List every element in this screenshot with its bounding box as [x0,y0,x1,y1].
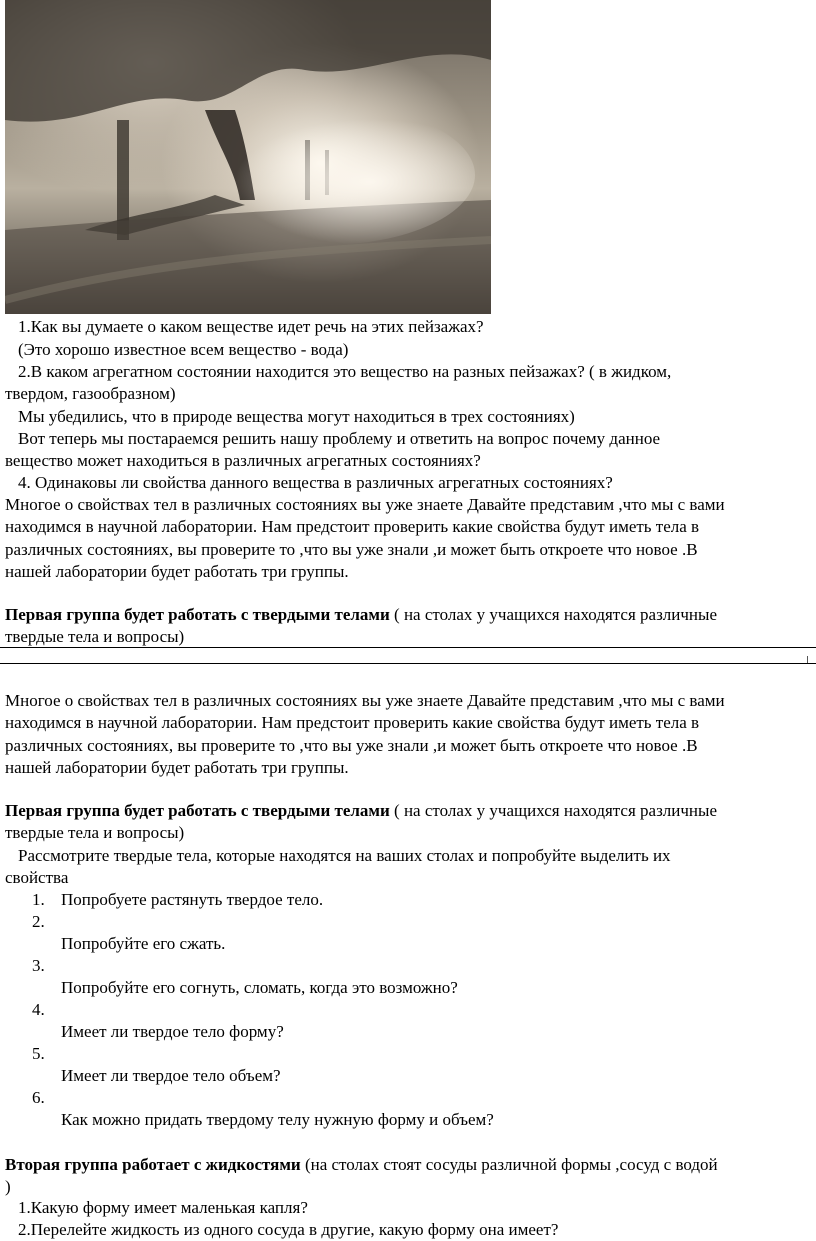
answer-1: (Это хорошо известное всем вещество - вода) [18,340,349,359]
intro-line: различных состояниях, вы проверите то ,что вы уже знали ,и может быть откроете что новое .В [5,736,698,755]
group1-heading-rest: ( на столах у учащихся находятся различные [389,801,717,820]
list-item: Имеет ли твердое тело форму? [61,1022,284,1041]
group2-heading-line2: ) [5,1177,11,1196]
page-break-rule [0,647,816,648]
question-1: 1.Как вы думаете о каком веществе идет речь на этих пейзажах? [18,317,484,336]
question-4-text: 4. Одинаковы ли свойства данного вещества в различных агрегатных состояниях? [18,473,631,492]
paragraph-states: Мы убедились, что в природе вещества могут находиться в трех состояниях) [18,407,575,426]
intro-line: находимся в научной лаборатории. Нам предстоит проверить какие свойства будут иметь тела в [5,713,700,732]
list-item: Попробуйте его согнуть, сломать, когда это возможно? [61,978,458,997]
group1-heading-line2: твердые тела и вопросы) [5,627,185,646]
paragraph-problem-line2: вещество может находиться в различных агрегатных состояниях? [5,451,481,470]
list-number: 2. [32,912,45,931]
foggy-forest-landscape-photo [5,0,491,314]
group2-heading-bold: Вторая группа работает с жидкостями [5,1155,301,1174]
group2-question-2: 2.Перелейте жидкость из одного сосуда в другие, какую форму она имеет? [18,1220,559,1239]
paragraph-problem-line1: Вот теперь мы постараемся решить нашу проблему и ответить на вопрос почему данное [18,429,661,448]
intro-line: нашей лаборатории будет работать три группы. [5,758,349,777]
list-number: 5. [32,1044,45,1063]
task-line2: свойства [5,868,69,887]
intro-line: нашей лаборатории будет работать три группы. [5,562,349,581]
list-item: Как можно придать твердому телу нужную форму и объем? [61,1110,494,1129]
question-2-line1: 2.В каком агрегатном состоянии находится это вещество на разных пейзажах? ( в жидком, [18,362,672,381]
page-break-rule-secondary [0,663,816,664]
list-item: Попробуете растянуть твердое тело. [61,890,324,909]
task-line1: Рассмотрите твердые тела, которые находятся на ваших столах и попробуйте выделить их [18,846,671,865]
group1-heading-bold: Первая группа будет работать с твердыми телами [5,801,390,820]
group1-heading-bold: Первая группа будет работать с твердыми телами [5,605,390,624]
group2-heading-rest: (на столах стоят сосуды различной формы ,сосуд с водой [300,1155,718,1174]
question-4 [5,472,815,494]
question-2-line2: твердом, газообразном) [5,384,176,403]
list-item: Попробуйте его сжать. [61,934,226,953]
intro-line: находимся в научной лаборатории. Нам предстоит проверить какие свойства будут иметь тела в [5,517,700,536]
group1-heading-line2: твердые тела и вопросы) [5,823,185,842]
intro-line: Многое о свойствах тел в различных состояниях вы уже знаете Давайте представим ,что мы с вами [5,495,725,514]
group1-heading-rest: ( на столах у учащихся находятся различные [389,605,717,624]
intro-line: Многое о свойствах тел в различных состояниях вы уже знаете Давайте представим ,что мы с вами [5,691,725,710]
list-number: 1. [32,890,45,909]
group1-heading [5,800,815,822]
intro-line: различных состояниях, вы проверите то ,что вы уже знали ,и может быть откроете что новое .В [5,540,698,559]
list-number: 4. [32,1000,45,1019]
list-item: Имеет ли твердое тело объем? [61,1066,281,1085]
group2-question-1: 1.Какую форму имеет маленькая капля? [18,1198,308,1217]
group2-heading [5,1154,815,1176]
list-number: 6. [32,1088,45,1107]
group1-heading [5,604,815,626]
list-number: 3. [32,956,45,975]
